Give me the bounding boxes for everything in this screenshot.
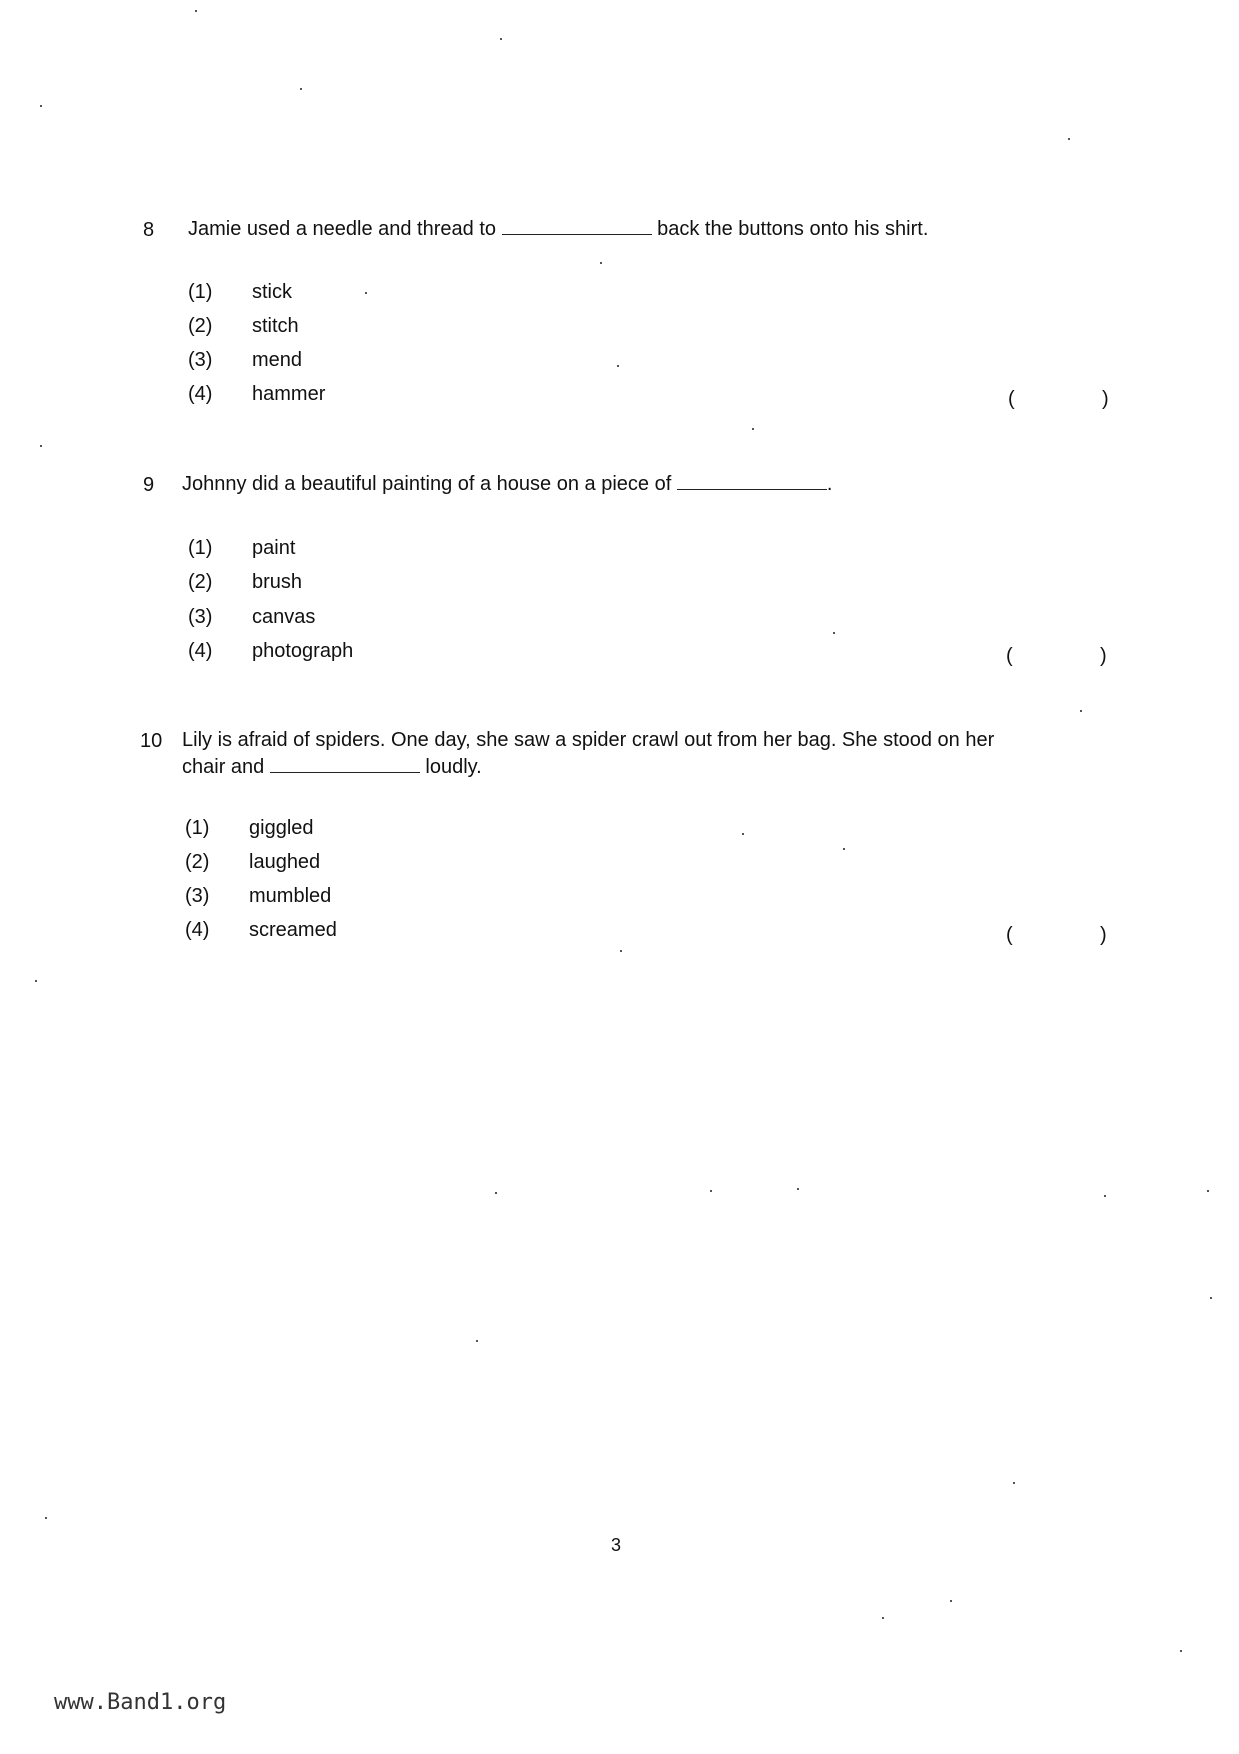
question-text-before: Jamie used a needle and thread to (188, 218, 496, 240)
question-text-after: back the buttons onto his shirt. (657, 218, 929, 240)
answer-bracket-open: ( (1006, 924, 1013, 946)
question-number: 8 (143, 219, 155, 241)
option-text: mend (252, 349, 303, 371)
answer-bracket-open: ( (1006, 645, 1013, 667)
scan-speck (620, 950, 622, 952)
option-number: (3) (185, 885, 210, 907)
answer-blank (502, 216, 652, 235)
answer-bracket-close: ) (1102, 388, 1109, 410)
scan-speck (40, 445, 42, 447)
option-text: giggled (249, 817, 314, 839)
question-text (188, 216, 1068, 243)
option-number: (4) (185, 919, 210, 941)
option-number: (3) (188, 606, 213, 628)
question-text-before: chair and (182, 756, 265, 778)
scan-speck (500, 38, 502, 40)
option-number: (2) (188, 571, 213, 593)
option-number: (1) (188, 281, 213, 303)
scan-speck (365, 292, 367, 294)
scan-speck (710, 1190, 712, 1192)
answer-bracket-open: ( (1008, 388, 1015, 410)
scan-speck (742, 833, 744, 835)
scan-speck (833, 632, 835, 634)
scan-speck (1104, 1195, 1106, 1197)
option-text: laughed (249, 851, 321, 873)
answer-blank (270, 754, 420, 773)
option-number: (4) (188, 383, 213, 405)
footer-url: www.Band1.org (54, 1690, 227, 1715)
scan-speck (1210, 1297, 1212, 1299)
option-text: stick (252, 281, 292, 303)
scan-speck (1068, 138, 1070, 140)
answer-bracket-close: ) (1100, 645, 1107, 667)
scan-speck (195, 10, 197, 12)
page-number: 3 (611, 1535, 622, 1555)
scan-speck (1180, 1650, 1182, 1652)
scan-speck (882, 1617, 884, 1619)
scan-speck (950, 1600, 952, 1602)
question-text-after: loudly. (425, 756, 482, 778)
scan-speck (40, 105, 42, 107)
scan-speck (1080, 710, 1082, 712)
question-number: 10 (140, 730, 163, 752)
scan-speck (797, 1188, 799, 1190)
question-text-line: Lily is afraid of spiders. One day, she saw a spider crawl out from her bag. She stood on her (182, 729, 995, 751)
question-text-after: . (826, 473, 833, 495)
scan-speck (843, 848, 845, 850)
question-text (182, 727, 1102, 781)
scan-speck (617, 365, 619, 367)
scan-speck (45, 1517, 47, 1519)
option-text: mumbled (249, 885, 332, 907)
scan-speck (752, 428, 754, 430)
question-number: 9 (143, 474, 155, 496)
scan-speck (1207, 1190, 1209, 1192)
question-text-line (182, 754, 1102, 781)
option-text: paint (252, 537, 296, 559)
question-text-before: Johnny did a beautiful painting of a house on a piece of (182, 473, 672, 495)
scan-speck (35, 980, 37, 982)
option-text: stitch (252, 315, 299, 337)
option-number: (3) (188, 349, 213, 371)
scan-speck (300, 88, 302, 90)
option-number: (2) (188, 315, 213, 337)
option-text: photograph (252, 640, 354, 662)
option-number: (1) (185, 817, 210, 839)
option-text: screamed (249, 919, 337, 941)
option-text: hammer (252, 383, 326, 405)
scan-speck (1013, 1482, 1015, 1484)
option-number: (1) (188, 537, 213, 559)
answer-bracket-close: ) (1100, 924, 1107, 946)
scan-speck (600, 262, 602, 264)
option-text: canvas (252, 606, 316, 628)
option-number: (4) (188, 640, 213, 662)
scan-speck (495, 1192, 497, 1194)
option-number: (2) (185, 851, 210, 873)
answer-blank (677, 471, 827, 490)
option-text: brush (252, 571, 303, 593)
question-text (182, 471, 1082, 498)
scan-speck (476, 1340, 478, 1342)
